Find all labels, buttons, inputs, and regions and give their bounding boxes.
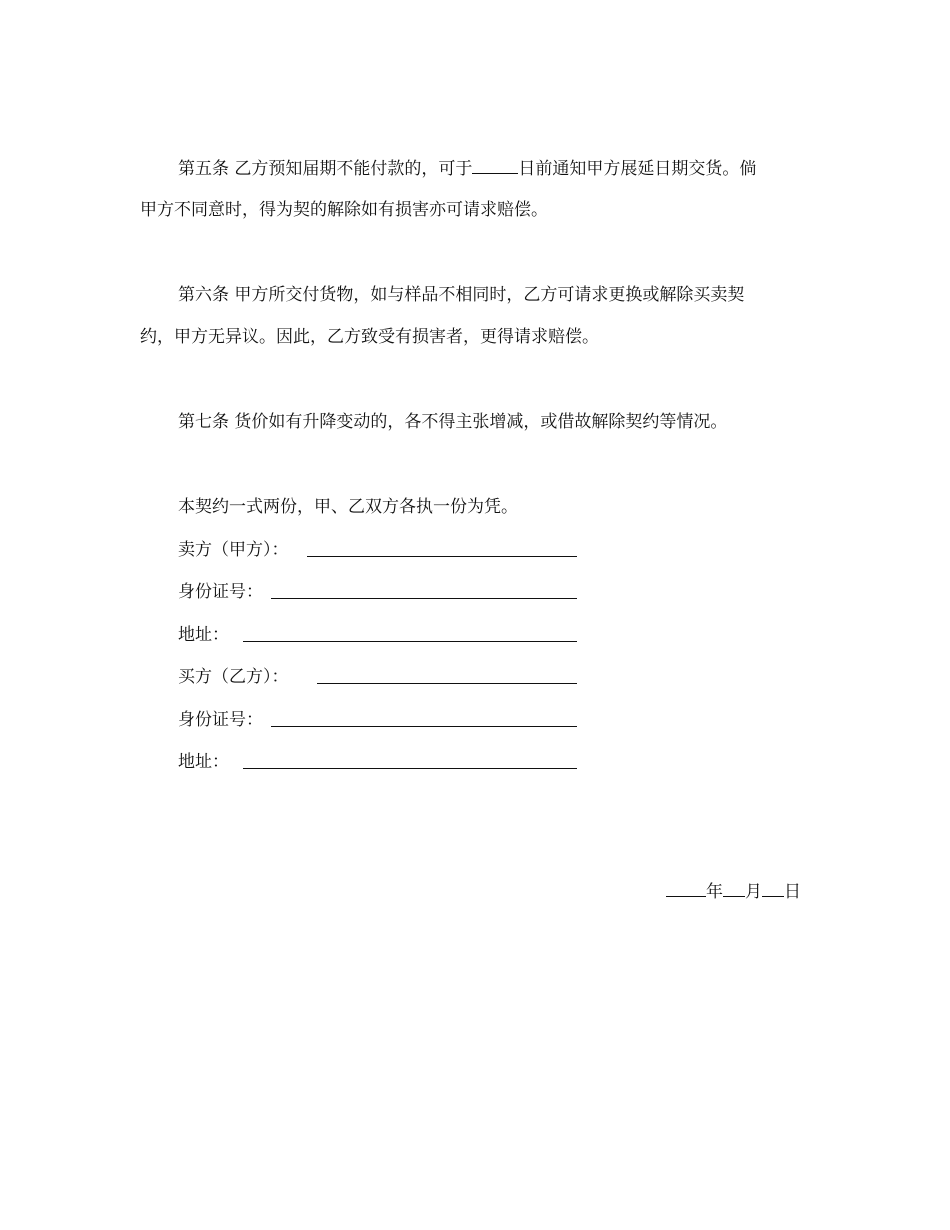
seller-signature-line bbox=[307, 556, 577, 557]
seller-id-label: 身份证号： bbox=[178, 582, 263, 602]
seller-address-label: 地址： bbox=[178, 625, 229, 645]
notice-days-blank bbox=[472, 155, 518, 174]
seller-id-line bbox=[271, 598, 577, 599]
buyer-id-label: 身份证号： bbox=[178, 710, 263, 730]
seller-address-line bbox=[243, 641, 577, 642]
date-line bbox=[666, 878, 801, 904]
year-blank bbox=[666, 878, 706, 897]
day-blank bbox=[762, 878, 784, 897]
copies-statement: 本契约一式两份，甲、乙双方各执一份为凭。 bbox=[178, 497, 518, 517]
seller-label: 卖方（甲方）： bbox=[178, 540, 289, 560]
month-blank bbox=[723, 878, 745, 897]
clause-6-line-1: 第六条 甲方所交付货物，如与样品不相同时，乙方可请求更换或解除买卖契 bbox=[178, 285, 745, 305]
month-label: 月 bbox=[745, 882, 762, 902]
buyer-address-label: 地址： bbox=[178, 752, 229, 772]
clause-5-text-b: 日前通知甲方展延日期交货。倘 bbox=[518, 159, 757, 179]
clause-7-line-1: 第七条 货价如有升降变动的，各不得主张增减，或借故解除契约等情况。 bbox=[178, 412, 728, 432]
day-label: 日 bbox=[784, 882, 801, 902]
clause-5-line-1 bbox=[178, 155, 756, 181]
buyer-id-line bbox=[271, 726, 577, 727]
buyer-address-line bbox=[243, 768, 577, 769]
clause-5-text-a: 第五条 乙方预知届期不能付款的，可于 bbox=[178, 159, 473, 179]
buyer-label: 买方（乙方）： bbox=[178, 667, 289, 687]
clause-5-line-2: 甲方不同意时，得为契的解除如有损害亦可请求赔偿。 bbox=[140, 200, 548, 220]
clause-6-line-2: 约，甲方无异议。因此，乙方致受有损害者，更得请求赔偿。 bbox=[140, 327, 599, 347]
buyer-signature-line bbox=[317, 683, 577, 684]
year-label: 年 bbox=[706, 882, 723, 902]
